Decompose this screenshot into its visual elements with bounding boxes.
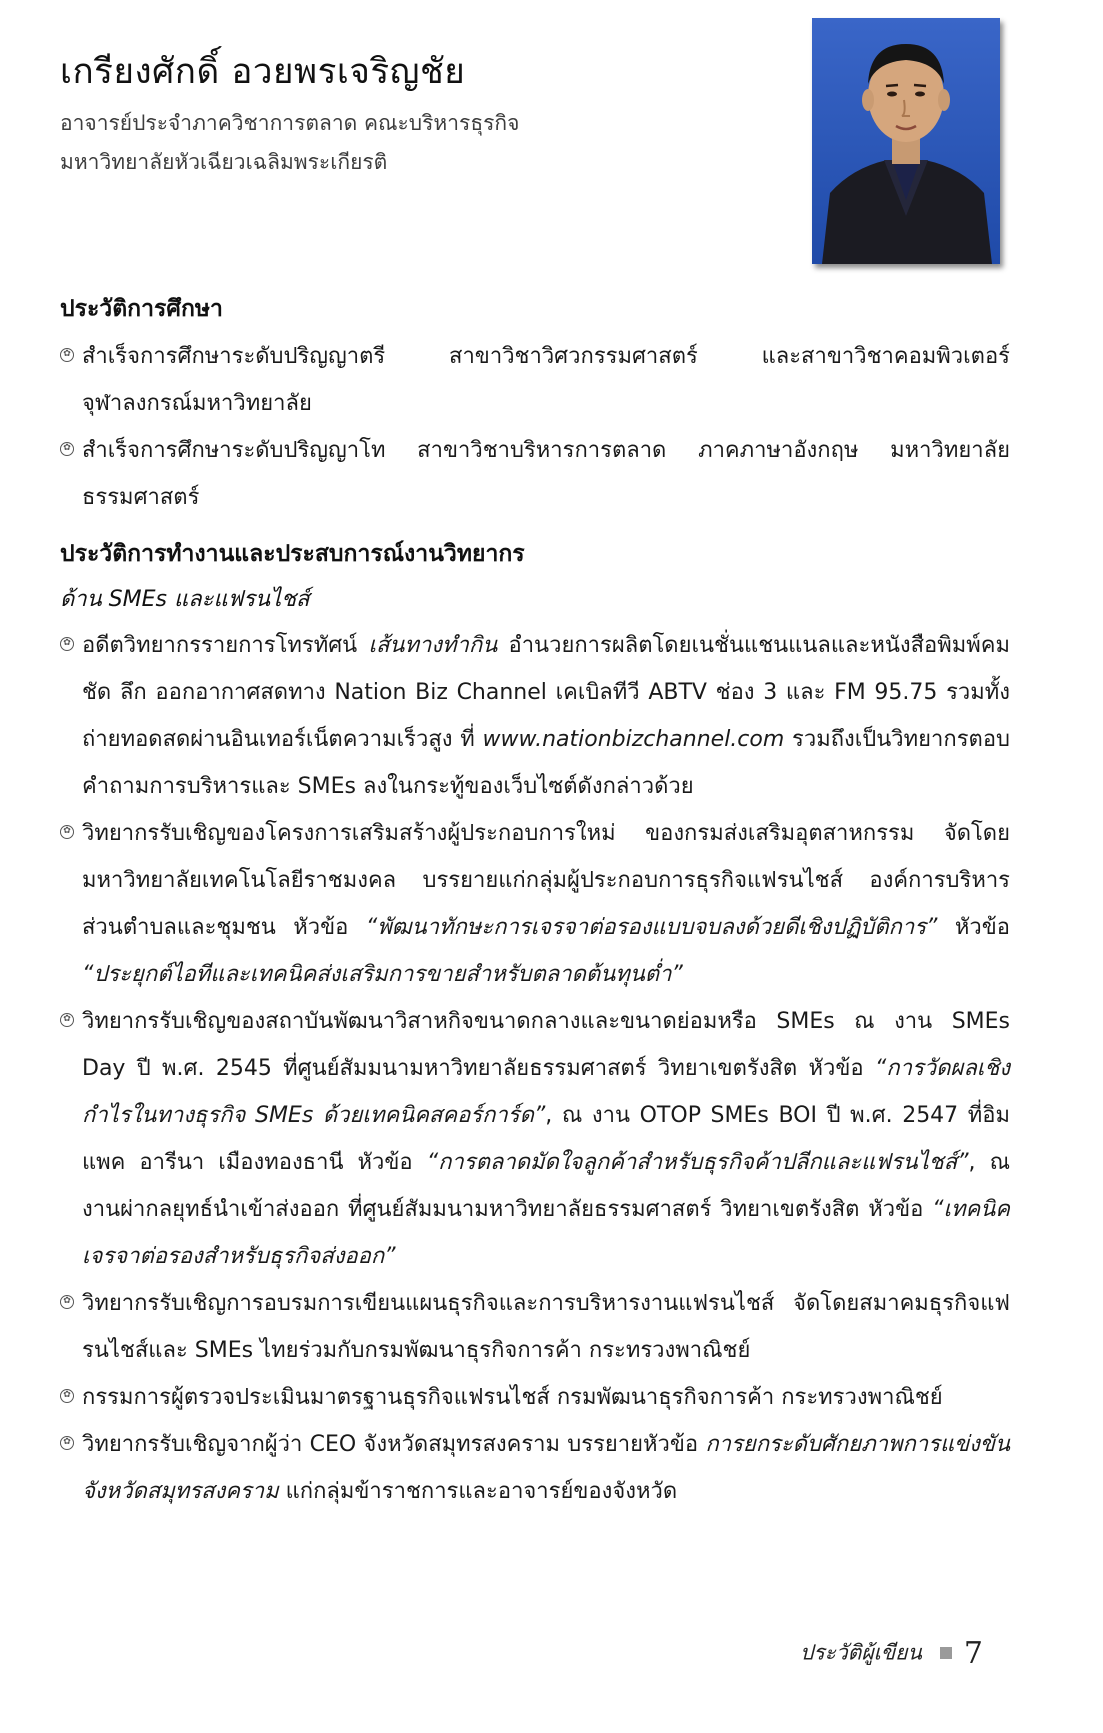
work-subsection-title: ด้าน SMEs และแฟรนไชส์	[60, 587, 310, 612]
text-run: , ณ งานผ่ากลยุทธ์นำเข้าส่งออก ที่ศูนย์สัมมนามหาวิทยาลัยธรรมศาสตร์ วิทยาเขตรังสิต หัวข้อ	[82, 1150, 1010, 1222]
biography-content	[60, 286, 1010, 1515]
education-item	[60, 427, 1010, 521]
topic-title: “เทคนิคเจรจาต่อรองสำหรับธุรกิจส่งออก”	[82, 1197, 1010, 1269]
topic-title: “การวัดผลเชิงกำไรในทางธุรกิจ SMEs ด้วยเทคนิคสคอร์การ์ด”	[82, 1056, 1010, 1128]
author-name: เกรียงศักดิ์ อวยพรเจริญชัย	[60, 52, 466, 92]
text-run: วิทยากรรับเชิญจากผู้ว่า CEO จังหวัดสมุทรสงคราม บรรยายหัวข้อ	[82, 1432, 706, 1457]
portrait-illustration	[812, 18, 1000, 264]
text-run: วิทยากรรับเชิญการอบรมการเขียนแผนธุรกิจและการบริหารงานแฟรนไชส์ จัดโดยสมาคมธุรกิจแฟรนไชส์และ SMEs ไทยร่วมกับกรมพัฒนาธุรกิจการค้า กระทรวงพาณิชย์	[82, 1291, 1010, 1363]
text-run: วิทยากรรับเชิญของสถาบันพัฒนาวิสาหกิจขนาดกลางและขนาดย่อมหรือ SMEs ณ งาน SMEs Day ปี พ.ศ. 2545 ที่ศูนย์สัมมนามหาวิทยาลัยธรรมศาสตร์ วิทยาเขตรังสิต หัวข้อ	[82, 1009, 1010, 1081]
square-separator-icon	[940, 1647, 952, 1659]
topic-title: การยกระดับศักยภาพการแข่งขัน จังหวัดสมุทรสงคราม	[82, 1432, 1010, 1504]
text-run: อำนวยการผลิตโดยเนชั่นแชนแนลและหนังสือพิมพ์คม ชัด ลึก ออกอากาศสดทาง Nation Biz Channel เคเบิลทีวี ABTV ช่อง 3 และ FM 95.75 รวมทั้งถ่ายทอดสดผ่านอินเทอร์เน็ตความเร็วสูง ที่	[82, 633, 1010, 752]
education-item-text: สำเร็จการศึกษาระดับปริญญาตรี สาขาวิชาวิศวกรรมศาสตร์ และสาขาวิชาคอมพิวเตอร์ จุฬาลงกรณ์มหาวิทยาลัย	[82, 344, 1010, 416]
work-item-standards-committee	[60, 1374, 1010, 1421]
circle-bullet-icon: ✿	[60, 348, 74, 362]
text-run: หัวข้อ	[937, 915, 1010, 940]
text-run: , ณ งาน OTOP SMEs BOI ปี พ.ศ. 2547 ที่อิมแพค อารีนา เมืองทองธานี หัวข้อ	[82, 1103, 1010, 1175]
text-run: วิทยากรรับเชิญของโครงการเสริมสร้างผู้ประกอบการใหม่ ของกรมส่งเสริมอุตสาหกรรม จัดโดยมหาวิทยาลัยเทคโนโลยีราชมงคล บรรยายแก่กลุ่มผู้ประกอบการธุรกิจแฟรนไชส์ องค์การบริหารส่วนตำบลและชุมชน หัวข้อ	[82, 821, 1010, 940]
work-item-governor-ceo	[60, 1421, 1010, 1515]
circle-bullet-icon: ✿	[60, 442, 74, 456]
topic-title: “การตลาดมัดใจลูกค้าสำหรับธุรกิจค้าปลีกและแฟรนไชส์”	[426, 1150, 969, 1175]
circle-bullet-icon: ✿	[60, 825, 74, 839]
circle-bullet-icon: ✿	[60, 1436, 74, 1450]
topic-title: “พัฒนาทักษะการเจรจาต่อรองแบบจบลงด้วยดีเชิงปฏิบัติการ”	[365, 915, 938, 940]
footer-section-label: ประวัติผู้เขียน	[800, 1640, 922, 1665]
text-run: อดีตวิทยากรรายการโทรทัศน์	[82, 633, 369, 658]
text-run: แก่กลุ่มข้าราชการและอาจารย์ของจังหวัด	[278, 1479, 678, 1504]
text-run: กรรมการผู้ตรวจประเมินมาตรฐานธุรกิจแฟรนไชส์ กรมพัฒนาธุรกิจการค้า กระทรวงพาณิชย์	[82, 1385, 943, 1410]
education-section-title: ประวัติการศึกษา	[60, 296, 223, 322]
work-item-entrepreneur-project	[60, 810, 1010, 998]
page-number: 7	[963, 1636, 983, 1671]
topic-title: “ประยุกต์ไอทีและเทคนิคส่งเสริมการขายสำหรับตลาดต้นทุนต่ำ”	[82, 962, 683, 987]
page-footer	[800, 1636, 983, 1671]
circle-bullet-icon: ✿	[60, 1389, 74, 1403]
text-run: รวมถึงเป็นวิทยากรตอบคำถามการบริหารและ SMEs ลงในกระทู้ของเว็บไซต์ดังกล่าวด้วย	[82, 727, 1010, 799]
circle-bullet-icon: ✿	[60, 1013, 74, 1027]
work-item-smes-institute	[60, 998, 1010, 1280]
education-item-text: สำเร็จการศึกษาระดับปริญญาโท สาขาวิชาบริหารการตลาด ภาคภาษาอังกฤษ มหาวิทยาลัยธรรมศาสตร์	[82, 438, 1010, 510]
author-affiliation-university: มหาวิทยาลัยหัวเฉียวเฉลิมพระเกียรติ	[60, 150, 388, 174]
author-portrait-photo	[812, 18, 1000, 264]
education-item	[60, 333, 1010, 427]
author-affiliation-position: อาจารย์ประจำภาควิชาการตลาด คณะบริหารธุรกิจ	[60, 111, 520, 135]
work-item-tv-program	[60, 622, 1010, 810]
program-name: เส้นทางทำกิน	[368, 633, 498, 658]
work-item-franchise-training	[60, 1280, 1010, 1374]
work-section-title: ประวัติการทำงานและประสบการณ์งานวิทยากร	[60, 541, 525, 567]
website-url: www.nationbizchannel.com	[482, 727, 785, 752]
section-spacer	[60, 521, 1010, 531]
circle-bullet-icon: ✿	[60, 1295, 74, 1309]
circle-bullet-icon: ✿	[60, 637, 74, 651]
